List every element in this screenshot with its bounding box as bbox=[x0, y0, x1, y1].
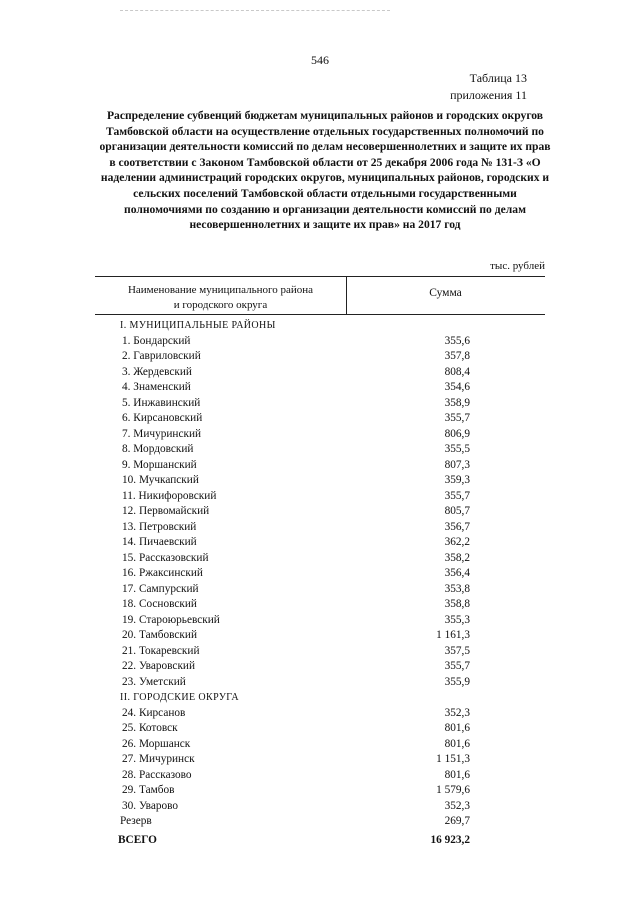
row-name: 29. Тамбов bbox=[122, 784, 175, 796]
row-value: 1 161,3 bbox=[436, 629, 470, 641]
row-name: 18. Сосновский bbox=[122, 598, 197, 610]
table-row bbox=[95, 644, 545, 660]
table-row bbox=[95, 489, 545, 505]
row-value: 356,4 bbox=[444, 567, 470, 579]
row-name: 4. Знаменский bbox=[122, 381, 191, 393]
row-value: 355,7 bbox=[444, 660, 470, 672]
header-name-line2: и городского округа bbox=[173, 299, 268, 311]
table-row bbox=[95, 411, 545, 427]
row-value: 808,4 bbox=[444, 365, 470, 378]
table-row bbox=[95, 334, 545, 350]
row-value: 355,3 bbox=[444, 613, 470, 626]
row-name: 19. Староюрьевский bbox=[122, 613, 220, 626]
row-name: 7. Мичуринский bbox=[122, 427, 202, 440]
header-name-line1: Наименование муниципального района bbox=[127, 284, 314, 296]
table-row bbox=[95, 799, 545, 815]
row-value: 806,9 bbox=[444, 427, 470, 440]
row-name: 12. Первомайский bbox=[122, 505, 210, 517]
header-name-column bbox=[95, 283, 346, 313]
row-name: 14. Пичаевский bbox=[122, 536, 197, 548]
table-row bbox=[95, 427, 545, 443]
row-value: 356,7 bbox=[444, 520, 470, 533]
scan-top-line bbox=[120, 10, 390, 11]
row-value: 805,7 bbox=[444, 505, 470, 517]
row-name: 5. Инжавинский bbox=[122, 396, 201, 409]
row-name: 28. Рассказово bbox=[122, 768, 192, 781]
units-label: тыс. рублей bbox=[490, 260, 545, 272]
row-name: II. ГОРОДСКИЕ ОКРУГА bbox=[120, 692, 240, 703]
row-name: 20. Тамбовский bbox=[122, 629, 197, 641]
row-value: 801,6 bbox=[444, 768, 470, 781]
row-name: 13. Петровский bbox=[122, 520, 197, 533]
table-row bbox=[95, 613, 545, 629]
row-value: 16 923,2 bbox=[430, 833, 470, 846]
table-row bbox=[95, 535, 545, 551]
row-name: 24. Кирсанов bbox=[122, 706, 186, 719]
row-value: 353,8 bbox=[444, 582, 470, 595]
table-row bbox=[95, 473, 545, 489]
table-row bbox=[95, 551, 545, 567]
table-row bbox=[95, 783, 545, 799]
row-name: 22. Уваровский bbox=[122, 660, 196, 672]
row-value: 358,8 bbox=[444, 598, 470, 610]
row-value: 355,7 bbox=[444, 489, 470, 502]
row-value: 807,3 bbox=[444, 458, 470, 471]
document-title: Распределение субвенций бюджетам муниципальных районов и городских округов Тамбовской области на осуществление отдельных государственных полномочий по организации деятельности комиссий по делам несовершеннолетних и защите их прав в соответствии с Законом Тамбовской области от 25 декабря 2006 года № 131-З «О наделении администраций городских округов, муниципальных районов, городских и сельских поселений Тамбовской области отдельными государственными полномочиями по созданию и организации деятельности комиссий по делам несовершеннолетних и защите их прав» на 2017 год bbox=[99, 109, 551, 232]
row-name: 21. Токаревский bbox=[122, 644, 200, 657]
row-value: 362,2 bbox=[444, 536, 470, 548]
table-row bbox=[95, 349, 545, 365]
table-row bbox=[95, 520, 545, 536]
row-value: 355,9 bbox=[444, 675, 470, 688]
row-value: 1 579,6 bbox=[436, 784, 470, 796]
row-name: 10. Мучкапский bbox=[122, 474, 199, 486]
table-row bbox=[95, 737, 545, 753]
table-number: Таблица 13 bbox=[469, 71, 527, 85]
table-row bbox=[95, 706, 545, 722]
row-name: 1. Бондарский bbox=[122, 334, 191, 347]
row-value: 357,5 bbox=[444, 644, 470, 657]
table-row bbox=[95, 582, 545, 598]
row-name: I. МУНИЦИПАЛЬНЫЕ РАЙОНЫ bbox=[120, 320, 276, 331]
row-name: 26. Моршанск bbox=[122, 737, 191, 750]
table-row bbox=[95, 365, 545, 381]
section-row bbox=[95, 690, 545, 706]
row-value: 352,3 bbox=[444, 799, 470, 812]
reserve-row bbox=[95, 814, 545, 830]
table-row bbox=[95, 504, 545, 520]
row-value: 801,6 bbox=[444, 737, 470, 750]
row-value: 357,8 bbox=[444, 350, 470, 362]
row-value: 358,9 bbox=[444, 396, 470, 409]
row-value: 352,3 bbox=[444, 706, 470, 719]
table-row bbox=[95, 442, 545, 458]
table-row bbox=[95, 566, 545, 582]
header-bottom-border bbox=[95, 314, 545, 315]
row-value: 801,6 bbox=[444, 722, 470, 734]
header-sum-column: Сумма bbox=[429, 287, 462, 299]
table-row bbox=[95, 675, 545, 691]
row-name: 27. Мичуринск bbox=[122, 753, 195, 765]
row-name: ВСЕГО bbox=[118, 833, 157, 846]
table-row bbox=[95, 768, 545, 784]
row-name: 30. Уварово bbox=[122, 799, 179, 812]
row-value: 355,5 bbox=[444, 443, 470, 455]
section-row bbox=[95, 318, 545, 334]
row-value: 358,2 bbox=[444, 551, 470, 564]
row-value: 1 151,3 bbox=[436, 753, 470, 765]
table-row bbox=[95, 721, 545, 737]
row-value: 359,3 bbox=[444, 474, 470, 486]
table-reference bbox=[450, 70, 527, 104]
page-number: 546 bbox=[311, 53, 329, 67]
row-name: 11. Никифоровский bbox=[122, 489, 217, 502]
row-name: 23. Уметский bbox=[122, 675, 186, 688]
row-name: 17. Сампурский bbox=[122, 582, 199, 595]
table-row bbox=[95, 752, 545, 768]
row-value: 354,6 bbox=[444, 381, 470, 393]
table-row bbox=[95, 458, 545, 474]
row-name: 25. Котовск bbox=[122, 722, 178, 734]
table-row bbox=[95, 597, 545, 613]
table-row bbox=[95, 659, 545, 675]
row-name: 3. Жердевский bbox=[122, 365, 192, 378]
row-name: 2. Гавриловский bbox=[122, 350, 201, 362]
row-value: 269,7 bbox=[444, 815, 470, 827]
table-row bbox=[95, 396, 545, 412]
row-name: 6. Кирсановский bbox=[122, 412, 203, 424]
table-row bbox=[95, 380, 545, 396]
row-value: 355,6 bbox=[444, 334, 470, 347]
table-body bbox=[95, 318, 545, 848]
table-row bbox=[95, 628, 545, 644]
row-name: 15. Рассказовский bbox=[122, 551, 209, 564]
row-name: Резерв bbox=[120, 815, 152, 827]
row-name: 8. Мордовский bbox=[122, 443, 194, 455]
appendix-number: приложения 11 bbox=[450, 88, 527, 102]
row-name: 16. Ржаксинский bbox=[122, 567, 203, 579]
row-name: 9. Моршанский bbox=[122, 458, 197, 471]
total-row bbox=[95, 833, 545, 849]
row-value: 355,7 bbox=[444, 412, 470, 424]
table-top-border bbox=[95, 276, 545, 277]
